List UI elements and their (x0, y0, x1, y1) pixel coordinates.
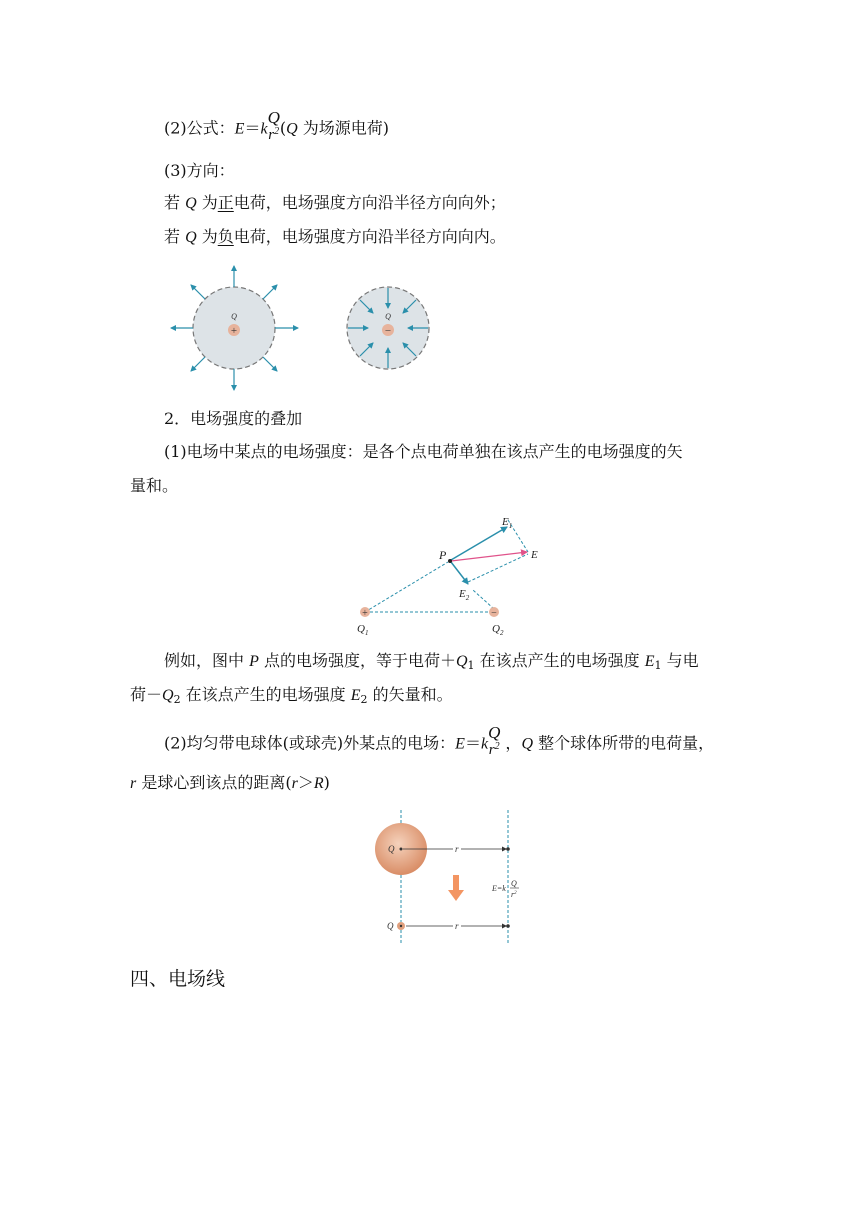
dir-pos-mark: 正 (217, 193, 234, 212)
e-formula-den (511, 890, 517, 899)
label-p: P (439, 548, 447, 562)
ex-l1-c: 在该点产生的电场强度 (474, 651, 645, 670)
charged-sphere-figure (370, 808, 550, 948)
charge-q1-sign: + (362, 608, 368, 619)
formula-den (268, 127, 280, 143)
ex-l1-e: E (644, 653, 655, 670)
bottom-point (506, 924, 510, 928)
dashed-construction-lines (365, 520, 528, 612)
sphere-den-r: r (488, 742, 495, 758)
label-e2-main: E (459, 588, 466, 600)
vector-e2 (451, 562, 468, 584)
formula-paren: ( (279, 118, 287, 138)
ex-l2-q: Q (162, 687, 174, 704)
section4-heading: 四、电场线 (130, 968, 226, 990)
sphere-l1-c: 整个球体所带的电荷量， (533, 733, 715, 753)
formula-suffix: 为场源电荷) (302, 118, 390, 138)
sphere-fraction (488, 724, 500, 758)
label-e: E (531, 549, 538, 561)
negative-charge-sign: − (384, 325, 392, 337)
formula-e: E (234, 120, 245, 138)
sphere-den-exp: 2 (494, 741, 500, 752)
formula-den-exp: 2 (274, 126, 280, 137)
formula-den-r: r (268, 127, 275, 143)
charge-q2-sign: − (491, 608, 497, 619)
direction-negative (164, 226, 506, 249)
sphere-q: Q (521, 735, 533, 753)
sphere-q-label: Q (388, 844, 395, 854)
sphere-center-dot (400, 848, 403, 851)
top-r-label: r (455, 844, 459, 854)
example-line1 (164, 650, 699, 673)
formula-num: Q (267, 108, 280, 127)
down-arrow-icon (448, 875, 464, 901)
dir-neg-q: Q (185, 229, 197, 246)
formula-fraction (268, 109, 280, 143)
formula-prefix: (2)公式： (164, 118, 235, 138)
label-q2-sub: 2 (499, 629, 504, 637)
ex-l1-b: 点的电场强度，等于电荷＋ (258, 651, 456, 670)
sphere-k: k (480, 735, 489, 753)
formula-line (164, 108, 390, 146)
ex-l1-qsub: 1 (467, 659, 475, 672)
point-charge-dot (400, 925, 402, 927)
dir-pos-b: 为 (196, 193, 218, 212)
superposition-figure (350, 510, 570, 640)
sphere-l2-b: ) (323, 773, 330, 792)
dir-neg-mark: 负 (217, 227, 234, 246)
label-q2-main: Q (492, 623, 500, 635)
ex-l1-d: 与电 (661, 651, 699, 670)
sphere-line1 (164, 723, 715, 761)
label-q1-sub: 1 (364, 629, 369, 637)
bottom-r-label: r (455, 921, 459, 931)
direction-positive (164, 192, 506, 215)
section2-p1-line2: 量和。 (130, 476, 179, 495)
dir-pos-a: 若 (164, 193, 186, 212)
label-e2-sub: 2 (465, 594, 470, 602)
label-q1-main: Q (357, 623, 365, 635)
sphere-l2-bigr: R (313, 775, 324, 792)
sphere-l1-a: (2)均匀带电球体(或球壳)外某点的电场： (164, 733, 456, 753)
positive-charge-sign: + (230, 325, 238, 337)
negative-charge-label: Q (385, 312, 391, 321)
sphere-eq: ＝ (464, 733, 481, 753)
sphere-line2 (130, 772, 330, 795)
e-formula-den-r: r (511, 890, 515, 899)
section2-p1-line1: (1)电场中某点的电场强度：是各个点电荷单独在该点产生的电场强度的矢 (164, 442, 683, 461)
ex-l1-esub: 1 (654, 659, 662, 672)
sphere-e: E (455, 735, 465, 753)
dir-neg-a: 若 (164, 227, 186, 246)
sphere-num: Q (488, 723, 501, 742)
top-point (506, 847, 510, 851)
dir-pos-c: 电荷，电场强度方向沿半径方向向外； (233, 193, 506, 212)
e-formula-num: Q (511, 879, 517, 888)
formula-k: k (260, 120, 268, 138)
sphere-l2-a: 是球心到该点的距离( (136, 773, 292, 792)
ex-l2-a: 荷－ (130, 685, 163, 704)
sphere-den (488, 742, 500, 758)
dir-neg-c: 电荷，电场强度方向沿半径方向向内。 (233, 227, 506, 246)
dir-pos-q: Q (185, 195, 197, 212)
sphere-l2-r: r (130, 775, 137, 792)
direction-heading: (3)方向： (164, 161, 235, 180)
bottom-q-label: Q (387, 921, 394, 931)
ex-l2-qsub: 2 (173, 693, 181, 706)
ex-l2-e: E (350, 687, 361, 704)
sphere-l2-gt: ＞ (297, 773, 314, 792)
label-q1 (357, 623, 368, 637)
label-e2 (458, 588, 470, 602)
ex-l2-b: 在该点产生的电场强度 (180, 685, 351, 704)
sphere-l2-r2: r (291, 775, 298, 792)
section2-heading: 2．电场强度的叠加 (164, 409, 303, 428)
ex-l1-q: Q (455, 653, 468, 670)
ex-l1-p: P (249, 653, 259, 670)
ex-l2-esub: 2 (360, 693, 368, 706)
dir-neg-b: 为 (196, 227, 218, 246)
formula-paren-q: Q (286, 120, 298, 138)
formula-eq: ＝ (244, 118, 261, 138)
label-q2 (492, 623, 504, 637)
sphere-l1-b: ， (500, 733, 522, 753)
ex-l1-a: 例如，图中 (164, 651, 250, 670)
e-formula-den-exp: 2 (514, 891, 517, 896)
point-p (448, 559, 452, 563)
positive-charge-label: Q (231, 312, 237, 321)
example-line2 (130, 684, 453, 707)
label-e1-main: E (502, 516, 509, 528)
label-e1 (501, 516, 512, 530)
ex-l2-c: 的矢量和。 (367, 685, 453, 704)
e-formula-label: E=k (492, 884, 506, 893)
label-e1-sub: 1 (508, 522, 513, 530)
point-charge-field-figure (160, 262, 460, 402)
